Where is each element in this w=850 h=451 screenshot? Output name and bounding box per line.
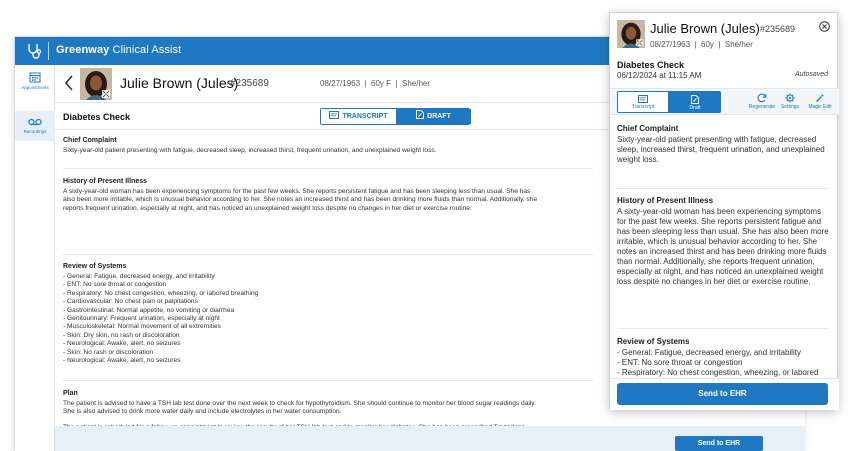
visit-title: Diabetes Check — [63, 112, 131, 122]
draft-icon — [691, 95, 699, 104]
section-ros — [63, 263, 643, 365]
section-title: Review of Systems — [617, 337, 690, 346]
patient-name: Julie Brown (Jules) — [650, 21, 760, 36]
settings-label: Settings — [780, 104, 800, 110]
ros-list — [63, 273, 643, 365]
voicemail-icon — [28, 117, 42, 127]
list-item: - ENT: No sore throat or congestion — [63, 281, 167, 289]
visit-title: Diabetes Check — [617, 60, 685, 70]
list-item: - Skin: No rash or discoloration — [63, 348, 154, 356]
list-item: - General: Fatigue, decreased energy, and irritability — [63, 273, 215, 280]
list-item: - Musculoskeletal: Normal movement of all extremities — [63, 323, 221, 331]
regenerate-button[interactable] — [748, 91, 776, 110]
logo-divider — [48, 42, 49, 60]
close-icon[interactable] — [819, 21, 830, 32]
section-divider — [617, 188, 828, 189]
brand-name: Greenway — [56, 44, 110, 56]
autosaved-status: Autosaved — [795, 71, 829, 78]
section-title: Plan — [63, 390, 78, 397]
list-item: - Skin: Dry skin, no rash or discoloration — [63, 331, 180, 339]
transcript-icon — [638, 95, 648, 103]
patient-name: Julie Brown (Jules) — [120, 75, 239, 91]
patient-meta: 08/27/1963 | 60y F | She/her — [320, 79, 431, 88]
tab-draft[interactable] — [669, 91, 721, 113]
section-divider — [617, 328, 828, 329]
rail-label-appointments: Appointments — [21, 85, 49, 90]
list-item: - ENT: No sore throat or congestion — [617, 358, 743, 367]
magic-wand-icon — [815, 93, 825, 103]
section-chief-complaint — [63, 137, 643, 155]
avatar — [617, 20, 645, 48]
section-text: Sixty-year-old patient presenting with fatigue, decreased sleep, increased thirst, frequent urination, and unexplained weight loss. — [617, 135, 825, 164]
patient-mrn: #235689 — [760, 24, 796, 34]
settings-button[interactable] — [776, 91, 804, 110]
tab-draft-label: DRAFT — [427, 113, 451, 120]
list-item: - Neurological: Awake, alert, no seizures — [63, 357, 181, 365]
patient-mrn: #235689 — [230, 78, 269, 89]
avatar — [80, 68, 112, 100]
send-to-ehr-button[interactable]: Send to EHR — [617, 383, 828, 405]
patient-photo-icon — [617, 20, 645, 48]
patient-photo-icon — [80, 68, 112, 100]
section-divider — [63, 254, 593, 255]
product-name: Clinical Assist — [112, 44, 182, 56]
section-title: Chief Complaint — [63, 137, 117, 144]
rail-item-appointments[interactable] — [15, 71, 55, 90]
assist-popup-panel — [609, 12, 838, 409]
rail-item-recordings[interactable] — [15, 111, 55, 141]
stethoscope-icon — [25, 42, 43, 60]
note-footer — [55, 426, 805, 451]
list-item: - Genitourinary: Frequent urination, especially at night — [63, 315, 220, 323]
app-title — [56, 44, 181, 56]
refresh-icon — [757, 93, 767, 103]
magic-edit-button[interactable] — [806, 91, 834, 110]
rail-label-recordings: Recordings — [23, 129, 47, 134]
section-title: History of Present Illness — [617, 196, 714, 205]
plan-paragraph-1: The patient is advised to have a TSH lab test done over the next week to check for hypothyroidism. She should continue to monitor her blood sugar readings daily. She is also advised to drink more water daily and include electrolytes in her water consumption. — [63, 400, 536, 416]
section-hpi — [63, 178, 543, 213]
popup-note-body — [610, 116, 839, 378]
section-title: Review of Systems — [63, 263, 127, 270]
list-item: - Gastrointestinal: Normal appetite, no vomiting or diarrhea — [63, 306, 235, 314]
section-text: Sixty-year-old patient presenting with fatigue, decreased sleep, increased thirst, frequent urination, and unexplained weight loss. — [63, 147, 437, 154]
section-text: A sixty-year-old woman has been experiencing symptoms for the past few weeks. She reports persistent fatigue and has been sleeping less than usual. She has also been more irritable, which is unusual behavior according to her. She notes an increased thirst and has been drinking more fluids than normal. Additionally, she reports frequent urination, especially at night, and has noticed an unexplained weight loss despite no changes in her diet or exercise routine. — [63, 188, 538, 212]
section-hpi — [617, 196, 832, 287]
draft-icon — [416, 110, 424, 119]
send-to-ehr-button[interactable]: Send to EHR — [675, 436, 763, 451]
regenerate-label: Regenerate — [748, 104, 776, 110]
list-item: - Neurological: Awake, alert, no seizures — [63, 340, 181, 348]
gear-icon — [785, 93, 795, 103]
chevron-left-icon[interactable] — [64, 75, 74, 91]
tab-transcript[interactable] — [321, 109, 396, 124]
popup-toolbar — [610, 88, 839, 115]
tab-transcript[interactable] — [617, 91, 669, 113]
section-divider — [63, 168, 593, 169]
list-item: - Respiratory: No chest congestion, wheezing, or labored breathing — [63, 289, 259, 297]
tab-draft-label: Draft — [689, 105, 701, 111]
section-title: Chief Complaint — [617, 124, 679, 133]
list-item: - General: Fatigue, decreased energy, and irritability — [617, 348, 801, 357]
view-toggle — [320, 108, 470, 125]
visit-datetime: 06/12/2024 at 11:15 AM — [617, 71, 702, 80]
list-item: - Respiratory: No chest congestion, wheezing, or labored — [617, 368, 819, 377]
tab-transcript-label: Transcript — [631, 104, 655, 110]
section-text: A sixty-year-old woman has been experiencing symptoms for the past few weeks. She reports persistent fatigue and has been sleeping less than usual. She has also been more irritable, which is unusual behavior according to her. She notes an increased thirst and has been drinking more fluids than normal. Additionally, she reports frequent urination, especially at night, and has noticed an unexplained weight loss despite no changes in her diet or exercise routine. — [617, 207, 829, 286]
list-item: - Cardiovascular: No chest pain or palpitations — [63, 298, 198, 306]
patient-meta: 08/27/1963 | 60y | She/her — [650, 40, 753, 49]
calendar-icon — [29, 71, 41, 83]
transcript-icon — [329, 111, 339, 119]
section-chief-complaint — [617, 124, 832, 165]
magic-edit-label: Magic Edit — [808, 104, 832, 110]
section-title: History of Present Illness — [63, 178, 148, 185]
tab-transcript-label: TRANSCRIPT — [342, 113, 388, 120]
section-divider — [63, 380, 593, 381]
popup-footer — [610, 378, 839, 410]
left-rail — [15, 65, 55, 451]
tab-draft[interactable] — [396, 109, 471, 124]
